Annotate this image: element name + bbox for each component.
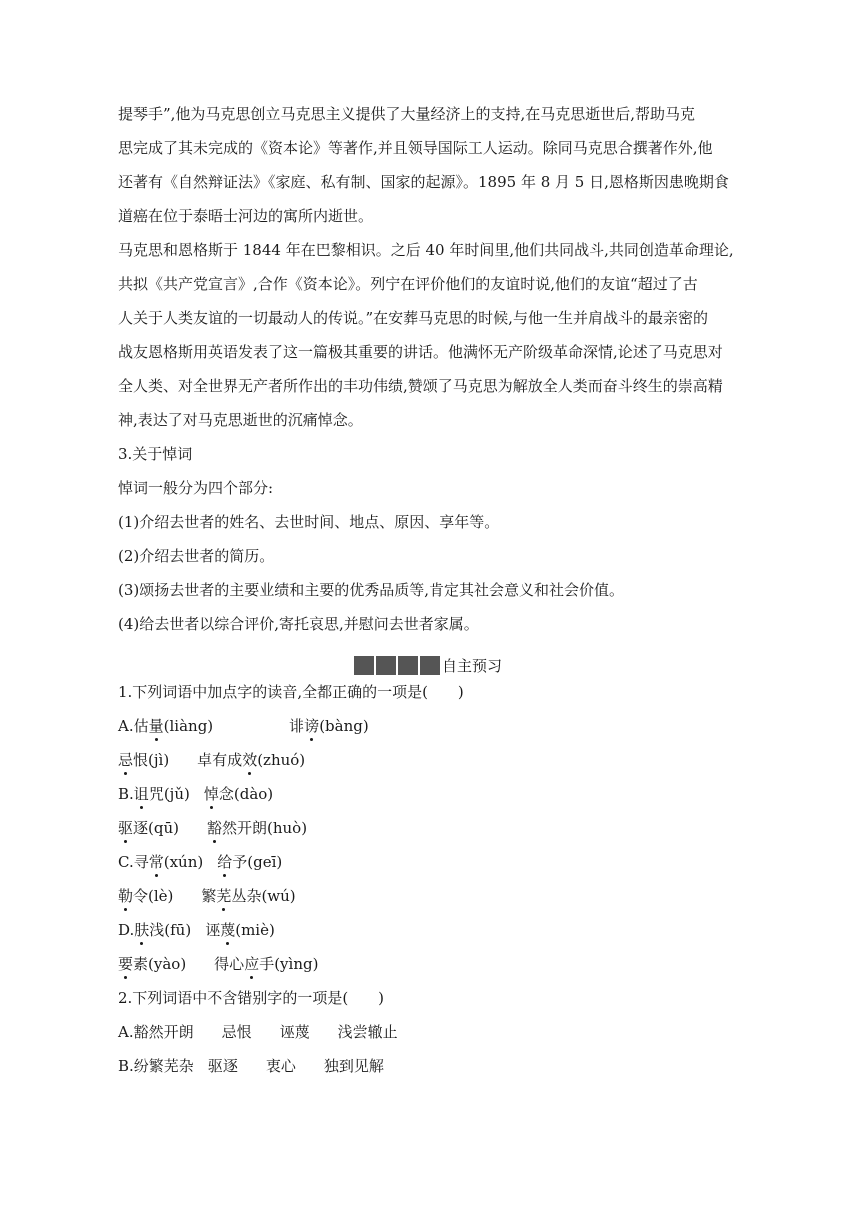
dotted-char: 给: [217, 853, 233, 871]
option-text: 诬: [205, 921, 221, 939]
option-text: 衷心: [265, 1057, 296, 1075]
option-text: 素(yào): [133, 955, 187, 973]
list-item: (4)给去世者以综合评价,寄托哀思,并慰问去世者家属。: [118, 615, 479, 633]
option-text: 令(lè): [133, 887, 174, 905]
option-text: 忌恨: [221, 1023, 252, 1041]
dotted-char: 悼: [203, 785, 219, 803]
dotted-char: 效: [242, 751, 258, 769]
section-heading: [118, 648, 738, 682]
text-line: 神,表达了对马克思逝世的沉痛悼念。: [118, 411, 363, 429]
option-label: B.: [118, 785, 134, 803]
dotted-char: 忌: [118, 751, 134, 769]
option-c-line-1: [118, 852, 738, 886]
pinyin: (bàng): [319, 717, 369, 735]
list-item: (1)介绍去世者的姓名、去世时间、地点、原因、享年等。: [118, 513, 500, 531]
dotted-char: 要: [118, 955, 134, 973]
text-line: 思完成了其未完成的《资本论》等著作,并且领导国际工人运动。除同马克思合撰著作外,他: [118, 139, 713, 157]
text-line: 全人类、对全世界无产者所作出的丰功伟绩,赞颂了马克思为解放全人类而奋斗终生的崇高精: [118, 377, 723, 395]
dotted-char: 肤: [134, 921, 150, 939]
section-title: 3.关于悼词: [118, 445, 193, 463]
dotted-char: 勒: [118, 887, 134, 905]
dotted-char: 常: [148, 853, 164, 871]
option-text: 驱逐: [207, 1057, 238, 1075]
option-c-line-2: [118, 886, 738, 920]
option-text: 诽: [289, 717, 305, 735]
pinyin: (xún): [163, 853, 204, 871]
list-item: (2)介绍去世者的简历。: [118, 547, 275, 565]
option-label: B.: [118, 1057, 134, 1075]
section-heading-label: 自主预习: [441, 656, 502, 675]
option-text: 得心: [214, 955, 245, 973]
option-d-line-2: [118, 954, 738, 988]
heading-block-icon: [354, 656, 440, 675]
text-line: 共拟《共产党宣言》,合作《资本论》。列宁在评价他们的友谊时说,他们的友谊“超过了古: [118, 275, 698, 293]
dotted-char: 应: [244, 955, 260, 973]
option-text: 然开朗(huò): [222, 819, 308, 837]
option-a-line-1: [118, 716, 738, 750]
option-label: A.: [118, 1023, 134, 1041]
option-text: 寻: [133, 853, 149, 871]
dotted-char: 谤: [304, 717, 320, 735]
option-text: 繁: [201, 887, 217, 905]
question-stem: 1.下列词语中加点字的读音,全都正确的一项是( ): [118, 683, 464, 701]
pinyin: (liàng): [163, 717, 214, 735]
option-label: C.: [118, 853, 134, 871]
option-text: 估: [133, 717, 149, 735]
option-text: 手(yìng): [259, 955, 319, 973]
option-text: 念(dào): [218, 785, 274, 803]
option-text: 独到见解: [323, 1057, 384, 1075]
option-text: 豁然开朗: [133, 1023, 194, 1041]
option-text: 浅尝辙止: [337, 1023, 398, 1041]
option-text: 予(geī): [232, 853, 283, 871]
option-text: 咒(jǔ): [148, 785, 190, 803]
document-content: [118, 104, 738, 1090]
section-intro: 悼词一般分为四个部分:: [118, 479, 274, 497]
option-text: 卓有成: [197, 751, 243, 769]
dotted-char: 豁: [206, 819, 222, 837]
option-a-line-2: [118, 750, 738, 784]
dotted-char: 驱: [118, 819, 134, 837]
text-line: 战友恩格斯用英语发表了这一篇极其重要的讲话。他满怀无产阶级革命深情,论述了马克思对: [118, 343, 723, 361]
question-stem: 2.下列词语中不含错别字的一项是( ): [118, 989, 385, 1007]
option-b-line-1: [118, 784, 738, 818]
dotted-char: 蔑: [220, 921, 236, 939]
pinyin: (zhuó): [257, 751, 306, 769]
option-d-line-1: [118, 920, 738, 954]
option-text: 丛杂(wú): [231, 887, 296, 905]
text-line: 马克思和恩格斯于 1844 年在巴黎相识。之后 40 年时间里,他们共同战斗,共同创造革命理论,: [118, 241, 734, 259]
option-b: [118, 1056, 738, 1090]
text-line: 道癌在位于泰晤士河边的寓所内逝世。: [118, 207, 374, 225]
dotted-char: 芜: [216, 887, 232, 905]
option-label: A.: [118, 717, 134, 735]
option-text: 浅(fū): [149, 921, 192, 939]
list-item: (3)颂扬去世者的主要业绩和主要的优秀品质等,肯定其社会意义和社会价值。: [118, 581, 625, 599]
pinyin: (miè): [235, 921, 275, 939]
option-text: 诬蔑: [279, 1023, 310, 1041]
option-b-line-2: [118, 818, 738, 852]
dotted-char: 量: [148, 717, 164, 735]
option-a: [118, 1022, 738, 1056]
option-label: D.: [118, 921, 135, 939]
text-line: 提琴手”,他为马克思创立马克思主义提供了大量经济上的支持,在马克思逝世后,帮助马克: [118, 105, 695, 123]
text-line: 还著有《自然辩证法》《家庭、私有制、国家的起源》。1895 年 8 月 5 日,恩格斯因患晚期食: [118, 173, 729, 191]
text-line: 人关于人类友谊的一切最动人的传说。”在安葬马克思的时候,与他一生并肩战斗的最亲密的: [118, 309, 708, 327]
dotted-char: 诅: [133, 785, 149, 803]
option-text: 恨(jì): [133, 751, 170, 769]
option-text: 逐(qū): [133, 819, 179, 837]
option-text: 纷繁芜杂: [133, 1057, 194, 1075]
